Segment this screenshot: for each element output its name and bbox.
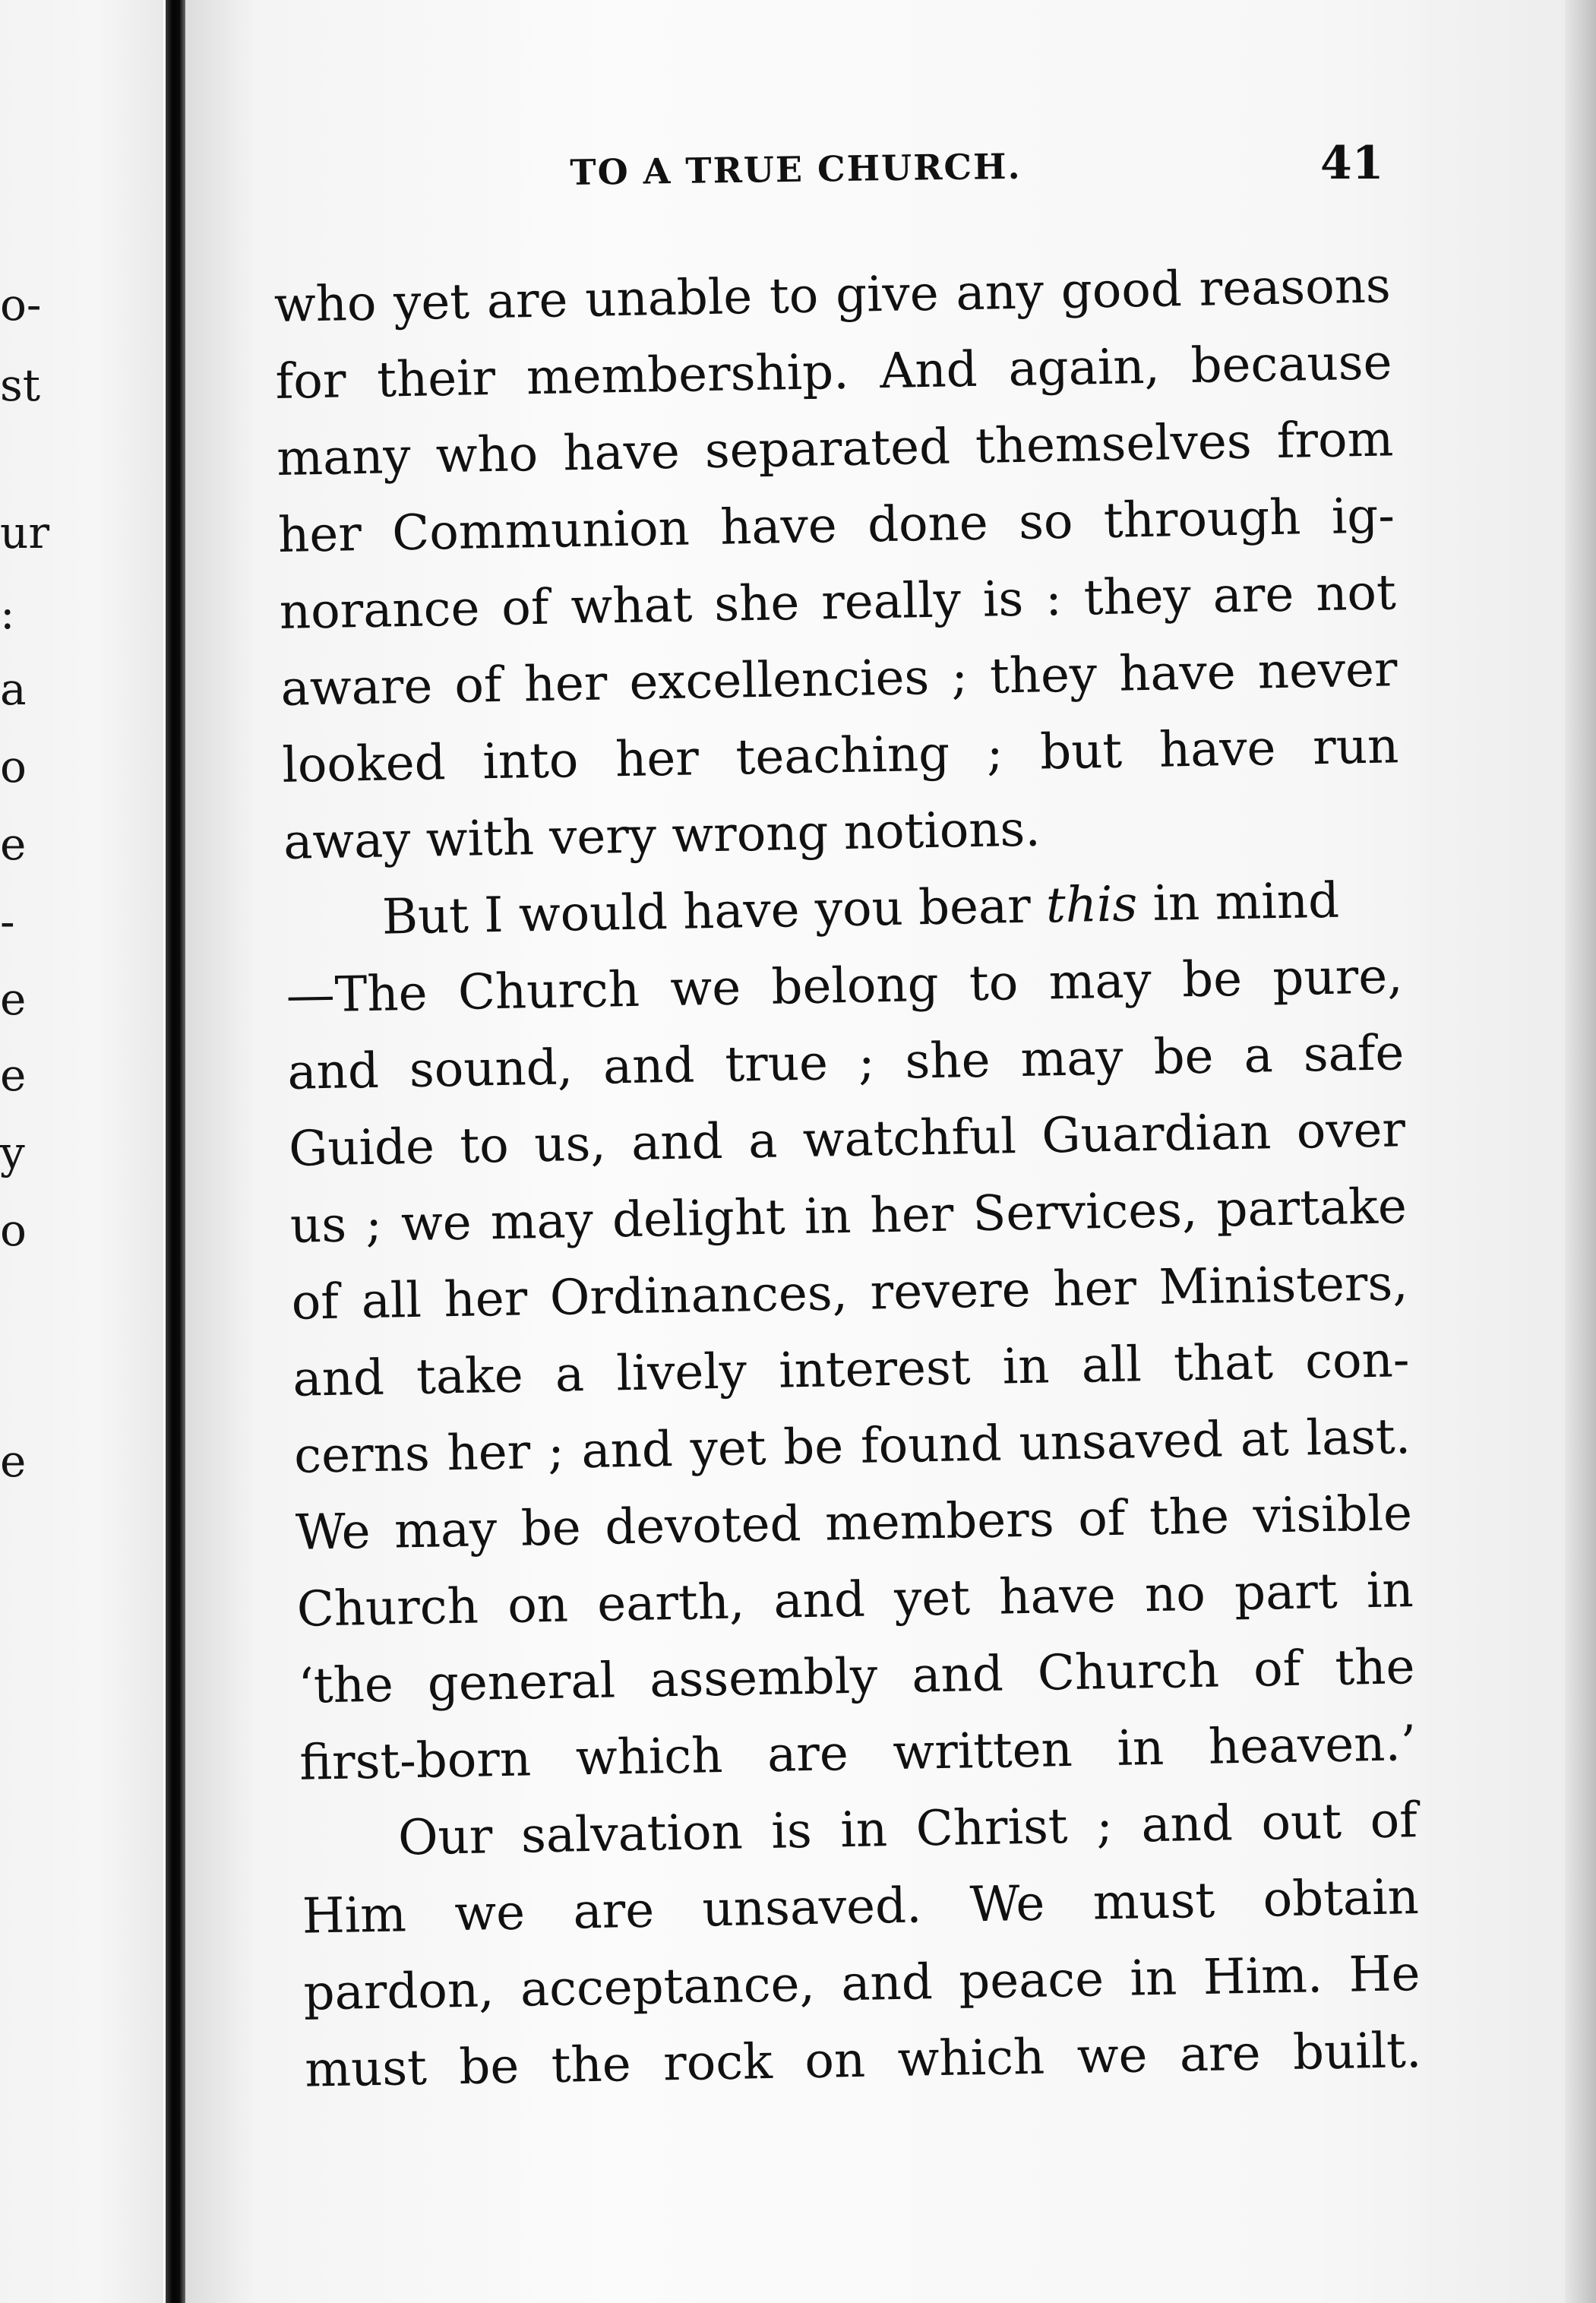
word: over xyxy=(1296,1102,1406,1160)
left-page-fragment: o xyxy=(0,1204,27,1256)
word: ‘the xyxy=(297,1656,394,1715)
word: be xyxy=(1181,951,1243,1009)
word: revere xyxy=(869,1261,1032,1321)
word: may xyxy=(1048,952,1152,1011)
word: and xyxy=(292,1349,385,1408)
word: must xyxy=(304,2039,428,2099)
word: —The xyxy=(286,965,428,1024)
word: have xyxy=(1158,720,1276,779)
word: and xyxy=(911,1646,1004,1704)
left-page-fragment: o xyxy=(0,741,27,792)
word: part xyxy=(1234,1563,1338,1622)
word: a xyxy=(1243,1027,1274,1084)
word: reasons xyxy=(1198,258,1392,318)
word: members xyxy=(824,1492,1055,1552)
word: obtain xyxy=(1262,1869,1420,1928)
word: her xyxy=(523,655,608,713)
word: and xyxy=(840,1954,934,2013)
word: that xyxy=(1173,1334,1274,1393)
word: Him. xyxy=(1203,1947,1323,2006)
word: in xyxy=(1116,1719,1165,1777)
word: Ordinances, xyxy=(549,1265,849,1327)
word: her xyxy=(1052,1260,1137,1318)
word: the xyxy=(1334,1639,1415,1697)
word: have xyxy=(1118,644,1237,703)
word: visible xyxy=(1252,1485,1413,1545)
word: ; xyxy=(1095,1798,1114,1855)
word: and xyxy=(773,1571,866,1630)
word: is xyxy=(982,571,1024,628)
word: be xyxy=(520,1500,582,1558)
word: : xyxy=(1045,570,1063,628)
word: salvation xyxy=(520,1804,744,1865)
word: through xyxy=(1103,489,1302,549)
word: any xyxy=(955,264,1045,322)
word: she xyxy=(904,1032,991,1090)
word: Church xyxy=(296,1578,479,1638)
word: of xyxy=(291,1273,340,1331)
word: yet xyxy=(893,1570,971,1628)
word: themselves xyxy=(975,413,1253,475)
word: membership. xyxy=(526,343,850,407)
left-page-fragment: y xyxy=(0,1127,25,1178)
word: a xyxy=(555,1346,585,1403)
word: many xyxy=(276,428,412,487)
word: unsaved. xyxy=(701,1878,922,1938)
left-page-fragment: e xyxy=(0,1435,27,1487)
word: aware xyxy=(280,658,433,717)
word: delight xyxy=(612,1189,786,1249)
word: built. xyxy=(1292,2022,1422,2081)
word: are xyxy=(1212,566,1294,625)
word: Guide xyxy=(288,1118,435,1178)
word: assembly xyxy=(649,1648,878,1709)
word: all xyxy=(1081,1337,1142,1394)
word: Our xyxy=(397,1808,494,1867)
word: of xyxy=(1253,1640,1301,1698)
word: unable xyxy=(584,269,753,328)
word: are xyxy=(486,272,569,331)
word: to xyxy=(459,1117,510,1175)
page-edge xyxy=(1565,0,1596,2303)
word: acceptance, xyxy=(520,1956,816,2018)
word: may xyxy=(490,1192,594,1251)
left-page-fragment: - xyxy=(0,896,15,947)
italic-word: this xyxy=(1045,876,1138,935)
word: we xyxy=(400,1194,472,1253)
word: pardon, xyxy=(303,1962,495,2022)
word: into xyxy=(482,732,579,791)
word: her xyxy=(615,730,700,789)
word: we xyxy=(1076,2027,1148,2085)
word: no xyxy=(1144,1565,1206,1624)
word: Ministers, xyxy=(1158,1255,1409,1316)
word: general xyxy=(427,1653,616,1713)
word: Him xyxy=(302,1887,407,1945)
word: yet xyxy=(690,1419,767,1478)
word: Guardian xyxy=(1041,1104,1272,1165)
word: excellencies xyxy=(628,650,930,711)
word: interest xyxy=(778,1340,972,1400)
word: and xyxy=(580,1422,674,1480)
word: may xyxy=(393,1501,498,1560)
word: ; xyxy=(858,1034,876,1091)
word: have xyxy=(719,498,838,556)
word: ; xyxy=(547,1423,565,1480)
word: of xyxy=(1077,1490,1127,1548)
line-part: But I would have you bear this in mind xyxy=(381,872,1340,946)
word: safe xyxy=(1303,1025,1405,1083)
word: Christ xyxy=(915,1798,1069,1858)
page-number: 41 xyxy=(1320,137,1384,190)
word: rock xyxy=(662,2033,773,2093)
word: ; xyxy=(365,1196,383,1254)
word: are xyxy=(766,1726,849,1783)
left-page-fragment: st xyxy=(0,359,41,411)
word: not xyxy=(1315,565,1397,623)
word: us, xyxy=(533,1115,607,1174)
word: peace xyxy=(958,1951,1105,2010)
word: con- xyxy=(1304,1332,1410,1390)
word: who xyxy=(273,275,378,334)
word: teaching xyxy=(735,726,950,786)
left-page-fragment: ur xyxy=(0,507,50,558)
word: the xyxy=(551,2036,632,2094)
word: done xyxy=(867,495,989,554)
word: to xyxy=(769,267,819,325)
word: norance xyxy=(279,580,480,641)
word: Services, xyxy=(972,1182,1198,1243)
word: run xyxy=(1312,718,1399,777)
word: found xyxy=(860,1416,1003,1475)
word: last. xyxy=(1305,1409,1411,1467)
word: Church xyxy=(457,961,640,1021)
word: be xyxy=(782,1419,844,1476)
word: she xyxy=(713,574,800,633)
word: devoted xyxy=(604,1496,802,1556)
word: so xyxy=(1018,493,1074,551)
word: in xyxy=(1366,1562,1414,1620)
word: from xyxy=(1276,411,1394,470)
word: and xyxy=(630,1113,724,1172)
word: are xyxy=(572,1882,655,1941)
word: unsaved xyxy=(1018,1412,1224,1473)
word: cerns xyxy=(293,1425,431,1485)
word: we xyxy=(454,1884,526,1943)
word: us xyxy=(289,1197,347,1254)
word: partake xyxy=(1215,1178,1408,1238)
word: they xyxy=(1083,568,1192,627)
paragraph xyxy=(284,862,1417,1802)
word: We xyxy=(295,1504,371,1561)
word: have xyxy=(998,1567,1117,1626)
word: and xyxy=(602,1037,696,1096)
word: of xyxy=(1369,1792,1418,1850)
word: sound, xyxy=(409,1039,574,1099)
word: for xyxy=(274,353,347,410)
word: And xyxy=(879,341,978,400)
word: all xyxy=(361,1272,422,1330)
left-page-fragment: e xyxy=(0,1049,27,1101)
word: separated xyxy=(704,419,951,480)
word: true xyxy=(724,1035,829,1093)
text-line: away with very wrong notions. xyxy=(283,801,1041,871)
word: good xyxy=(1060,261,1183,320)
word: they xyxy=(989,647,1098,705)
word: earth, xyxy=(596,1574,745,1633)
word: ig- xyxy=(1331,488,1395,546)
left-page-fragment: e xyxy=(0,973,27,1025)
word: watchful xyxy=(802,1109,1017,1169)
word: in xyxy=(1129,1950,1177,2007)
word: in xyxy=(804,1188,852,1245)
word: ; xyxy=(986,725,1004,782)
word: written xyxy=(892,1721,1073,1782)
word: their xyxy=(376,350,496,409)
word: belong xyxy=(770,956,940,1016)
left-facing-page xyxy=(0,0,163,2303)
word: We xyxy=(969,1875,1045,1934)
word: which xyxy=(575,1727,723,1787)
word: out xyxy=(1260,1793,1342,1852)
word: which xyxy=(897,2029,1045,2089)
word: lively xyxy=(615,1343,747,1403)
word: what xyxy=(570,577,693,636)
word: but xyxy=(1039,723,1123,781)
body-text xyxy=(273,248,1422,2108)
word: on xyxy=(804,2032,866,2090)
word: have xyxy=(562,423,681,482)
word: pure, xyxy=(1272,948,1404,1008)
word: to xyxy=(969,955,1019,1013)
word: never xyxy=(1257,641,1398,701)
word: heaven.’ xyxy=(1208,1716,1417,1776)
word: in xyxy=(839,1802,888,1859)
word: her xyxy=(277,506,362,564)
word: is xyxy=(770,1802,813,1860)
word: and xyxy=(1140,1795,1234,1854)
paragraph xyxy=(273,248,1401,881)
word: and xyxy=(286,1042,380,1101)
word: we xyxy=(669,960,741,1018)
word: may xyxy=(1019,1030,1124,1088)
word: her xyxy=(870,1186,955,1245)
word: of xyxy=(454,656,503,714)
word: because xyxy=(1190,334,1392,394)
word: ; xyxy=(950,649,969,706)
word: give xyxy=(835,265,940,324)
word: first-born xyxy=(299,1731,532,1792)
running-head: TO A TRUE CHURCH. xyxy=(570,145,1022,193)
word: must xyxy=(1092,1872,1215,1931)
word: the xyxy=(1149,1488,1230,1547)
word: of xyxy=(501,579,550,637)
word: yet xyxy=(393,274,470,332)
word: in xyxy=(1002,1338,1051,1396)
word: take xyxy=(416,1347,524,1406)
word: a xyxy=(747,1112,778,1170)
left-page-fragment: a xyxy=(0,663,27,715)
word: at xyxy=(1240,1410,1290,1469)
word: on xyxy=(507,1577,569,1634)
word: looked xyxy=(281,735,447,794)
word: her xyxy=(443,1270,528,1329)
word: Church xyxy=(1037,1642,1220,1702)
left-page-fragment: e xyxy=(0,818,27,870)
word: really xyxy=(820,572,962,631)
word: He xyxy=(1348,1946,1421,2004)
word: her xyxy=(446,1424,531,1482)
word: are xyxy=(1179,2025,1262,2083)
paragraph xyxy=(300,1783,1422,2109)
word: Communion xyxy=(391,500,691,562)
book-gutter xyxy=(166,0,185,2303)
word: again, xyxy=(1007,338,1161,398)
word: who xyxy=(435,425,539,485)
word: be xyxy=(1152,1028,1215,1086)
left-page-fragment: : xyxy=(0,587,15,639)
word: be xyxy=(458,2038,520,2096)
left-page-fragment: o- xyxy=(0,279,42,331)
